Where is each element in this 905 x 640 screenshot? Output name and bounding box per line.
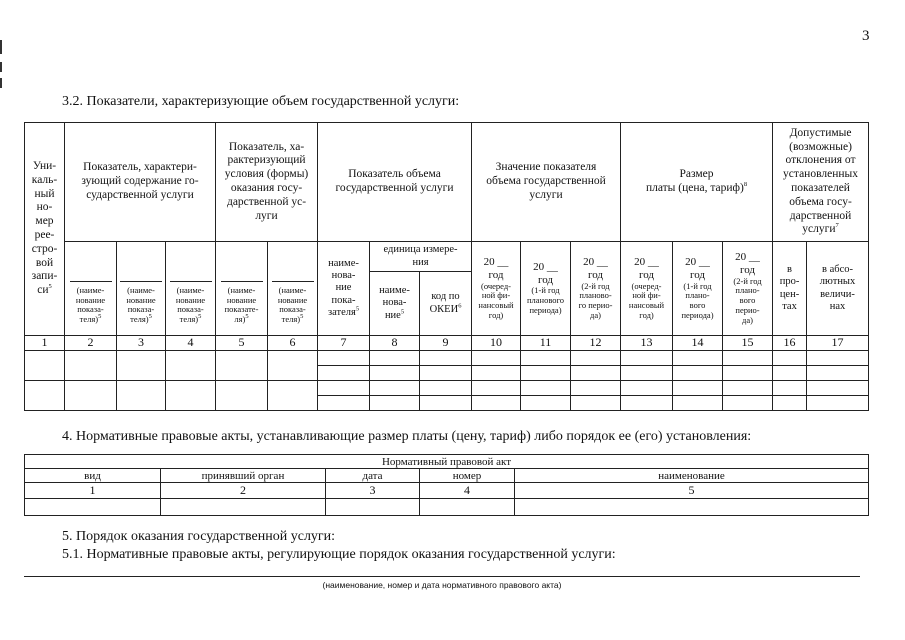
- deviation-percent: в про- цен- тах: [773, 242, 807, 336]
- column-number: 15: [723, 336, 773, 351]
- col-number: номер: [420, 469, 515, 483]
- left-margin-mark: [0, 78, 2, 88]
- subheader-unit-name: наиме- нова- ние$^5$: [370, 272, 420, 336]
- table-row: [25, 350, 869, 365]
- column-number: 8: [370, 336, 420, 351]
- left-margin-mark: [0, 40, 2, 54]
- column-number: 14: [673, 336, 723, 351]
- column-number: 10: [472, 336, 521, 351]
- column-number: 6: [268, 336, 318, 351]
- header-content-indicator: Показатель, характери- зующий содержание го- сударственной услуги: [65, 123, 216, 242]
- legal-act-header: Нормативный правовой акт: [25, 455, 869, 469]
- column-number: 4: [166, 336, 216, 351]
- section-4-heading: 4. Нормативные правовые акты, устанавливающие размер платы (цену, тариф) либо порядок ее (его) установления:: [62, 429, 752, 444]
- section-5-1-heading: 5.1. Нормативные правовые акты, регулирующие порядок оказания государственной услуги:: [62, 547, 616, 562]
- subheader-content-name: (наиме- нование показа- теля)$^5$: [117, 242, 166, 336]
- column-number: 7: [318, 336, 370, 351]
- column-number: 4: [420, 483, 515, 499]
- table-row: [25, 499, 869, 516]
- subheader-conditions-name: (наиме- нование показа- теля)$^5$: [268, 242, 318, 336]
- header-volume-indicator: Показатель объема государственной услуги: [318, 123, 472, 242]
- subheader-unit: единица измере- ния: [370, 242, 472, 272]
- header-indicator-value: Значение показателя объема государственной услуги: [472, 123, 621, 242]
- header-allowed-deviations: Допустимые (возможные) отклонения от установленных показателей объема госу- дарственной услуги$^7$: [773, 123, 869, 242]
- column-number: 16: [773, 336, 807, 351]
- year-value-1: 20 __ год (очеред- ной фи- нансовый год): [472, 242, 521, 336]
- year-fee-3: 20 __ год (2-й год плано- вого перио- да): [723, 242, 773, 336]
- year-value-2: 20 __ год (1-й год планового периода): [521, 242, 571, 336]
- col-title: наименование: [515, 469, 869, 483]
- left-margin-mark: [0, 62, 2, 72]
- page-number: 3: [862, 28, 870, 44]
- column-number: 1: [25, 336, 65, 351]
- column-number: 1: [25, 483, 161, 499]
- signature-line: [24, 576, 860, 577]
- deviation-absolute: в абсо- лютных величи- нах: [807, 242, 869, 336]
- column-number: 13: [621, 336, 673, 351]
- subheader-conditions-name: (наиме- нование показате- ля)$^5$: [216, 242, 268, 336]
- col-date: дата: [326, 469, 420, 483]
- signature-caption: (наименование, номер и дата нормативного правового акта): [322, 580, 562, 590]
- column-numbers-row: [25, 336, 869, 351]
- column-number: 3: [326, 483, 420, 499]
- section-3-2-heading: 3.2. Показатели, характеризующие объем государственной услуги:: [62, 94, 460, 109]
- column-number: 3: [117, 336, 166, 351]
- column-number: 2: [65, 336, 117, 351]
- column-number: 2: [161, 483, 326, 499]
- column-number: 11: [521, 336, 571, 351]
- col-issuing-body: принявший орган: [161, 469, 326, 483]
- column-number: 5: [216, 336, 268, 351]
- header-fee-size: Размер платы (цена, тариф)$^8$: [621, 123, 773, 242]
- column-number: 17: [807, 336, 869, 351]
- year-value-3: 20 __ год (2-й год планово- го перио- да): [571, 242, 621, 336]
- legal-acts-table: [24, 454, 869, 516]
- subheader-volume-name: наиме- нова- ние пока- зателя$^5$: [318, 242, 370, 336]
- subheader-content-name: (наиме- нование показа- теля)$^5$: [65, 242, 117, 336]
- column-number: 12: [571, 336, 621, 351]
- col-type: вид: [25, 469, 161, 483]
- section-5-heading: 5. Порядок оказания государственной услуги:: [62, 529, 336, 544]
- column-number: 5: [515, 483, 869, 499]
- column-number: 9: [420, 336, 472, 351]
- header-unique-number: Уни- каль- ный но- мер рее- стро- вой запи- $си^5$: [25, 123, 65, 336]
- subheader-content-name: (наиме- нование показа- теля)$^5$: [166, 242, 216, 336]
- table-row: [25, 380, 869, 395]
- year-fee-2: 20 __ год (1-й год плано- вого периода): [673, 242, 723, 336]
- year-fee-1: 20 __ год (очеред- ной фи- нансовый год): [621, 242, 673, 336]
- volume-indicators-table: [24, 122, 869, 411]
- subheader-unit-code: код по ОКЕИ$^6$: [420, 272, 472, 336]
- header-conditions-indicator: Показатель, ха- рактеризующий условия (формы) оказания госу- дарственной ус- луги: [216, 123, 318, 242]
